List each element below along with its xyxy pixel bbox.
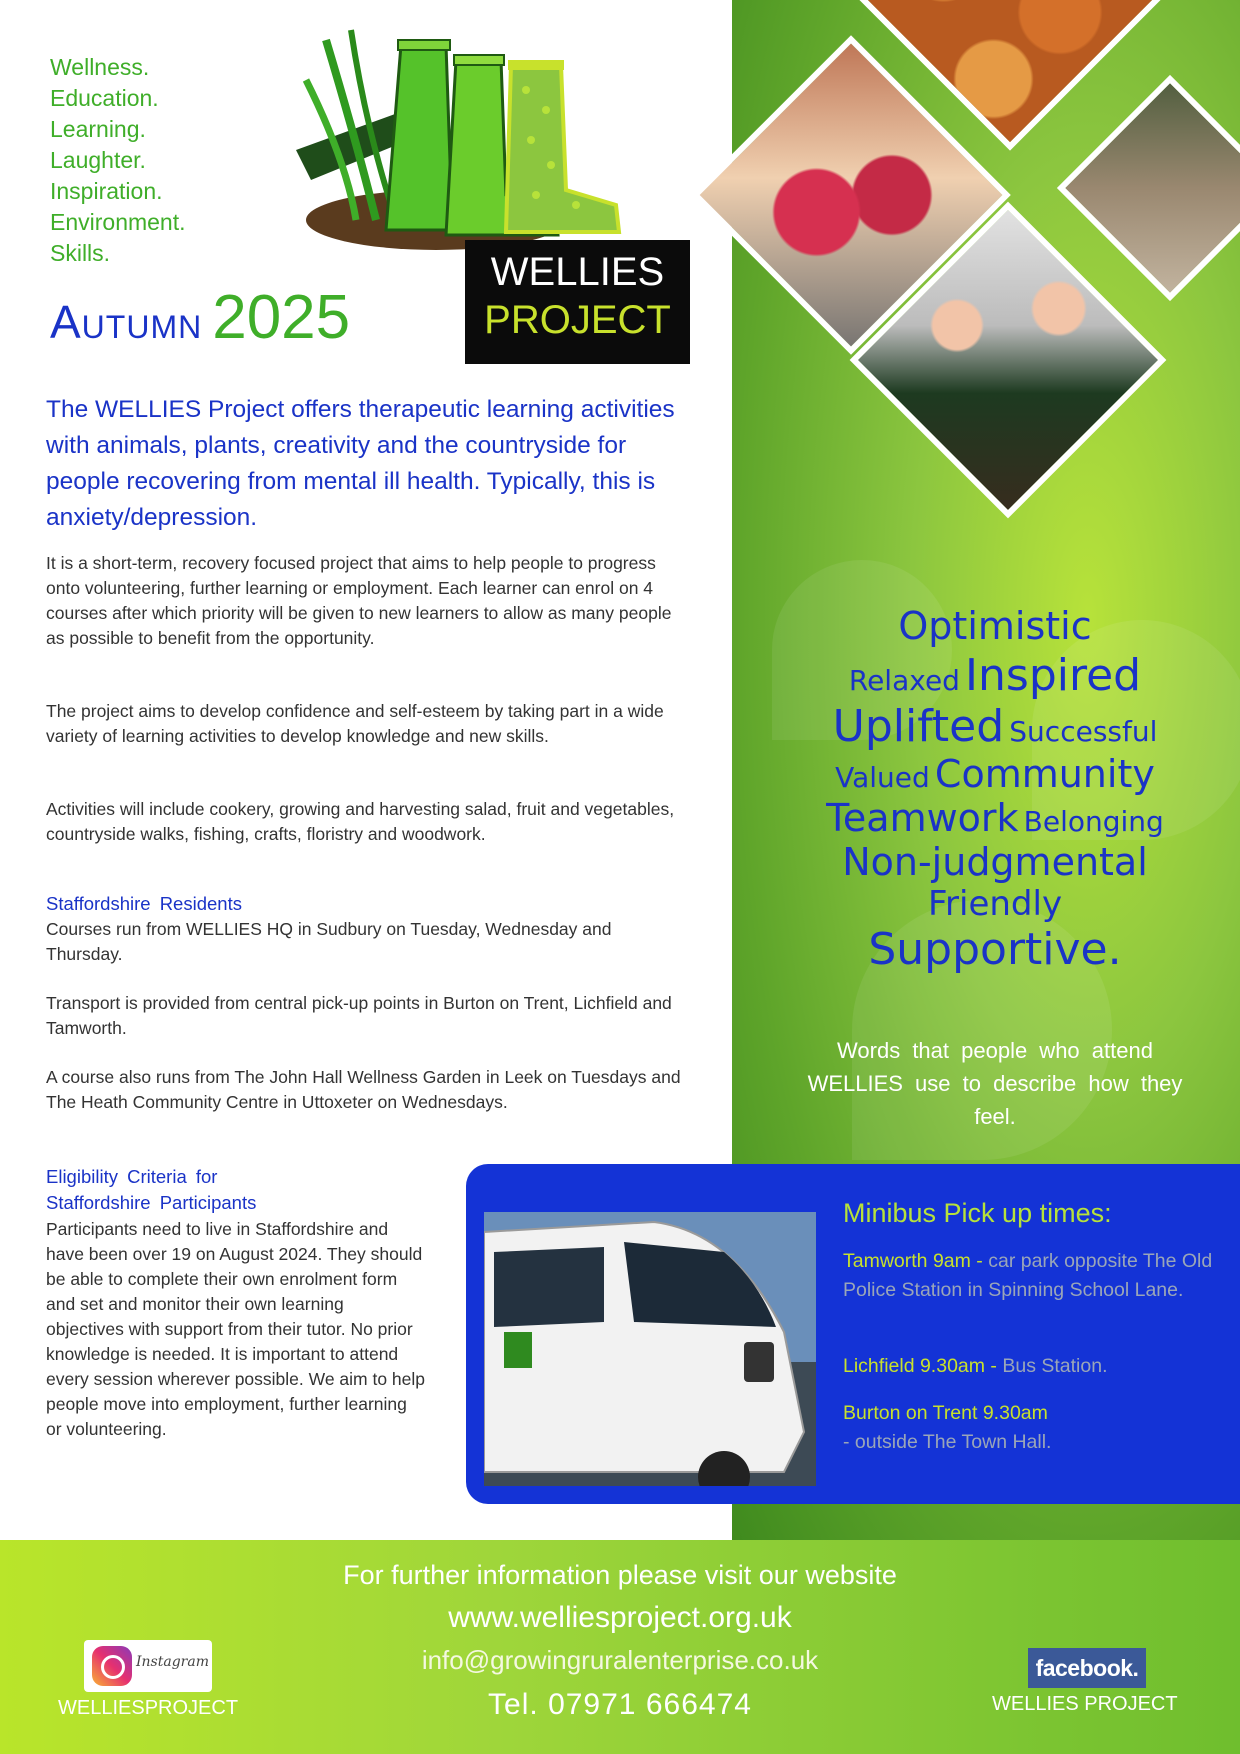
instagram-wordmark: Instagram xyxy=(136,1654,209,1670)
stop-detail: - outside The Town Hall. xyxy=(843,1431,1052,1453)
facebook-logo[interactable]: facebook. xyxy=(1028,1648,1146,1688)
word-successful: Successful xyxy=(1009,715,1158,748)
minibus-photo xyxy=(484,1212,816,1486)
stop-place: Lichfield 9.30am - xyxy=(843,1355,997,1377)
word-non-judgmental: Non-judgmental xyxy=(842,840,1148,884)
footer-info: For further information please visit our website xyxy=(343,1560,897,1590)
eligibility-text: Participants need to live in Staffordshire and have been over 19 on August 2024. They should be able to complete their own enrolment form and set and monitor their own learning objectives with support from their tutor. No prior knowledge is needed. It is important to attend every session wherever possible. We aim to help people move into employment, further learning or volunteering. xyxy=(46,1219,426,1439)
logo-line-2: PROJECT xyxy=(484,298,671,342)
staffordshire-courses-text: Courses run from WELLIES HQ in Sudbury on Tuesday, Wednesday and Thursday. xyxy=(46,919,612,964)
tagline: Skills. xyxy=(50,240,111,266)
tagline: Laughter. xyxy=(50,147,146,173)
paragraph-activities: Activities will include cookery, growing and harvesting salad, fruit and vegetables, countryside walks, fishing, crafts, floristry and woodwork. xyxy=(46,799,675,844)
stop-detail: car park opposite The Old Police Station in Spinning School Lane. xyxy=(843,1250,1213,1301)
instagram-icon xyxy=(92,1646,132,1686)
paragraph-confidence: The project aims to develop confidence and self-esteem by taking part in a wide variety of learning activities to develop knowledge and new skills. xyxy=(46,701,664,746)
word-community: Community xyxy=(934,752,1155,796)
wellington-boots-illustration xyxy=(286,20,686,260)
footer-email-link[interactable]: info@growingruralenterprise.co.uk xyxy=(421,1645,819,1675)
stop-burton xyxy=(843,1399,1215,1457)
word-teamwork: Teamwork xyxy=(826,796,1019,840)
word-valued: Valued xyxy=(835,761,930,794)
minibus-illustration xyxy=(484,1212,816,1486)
season-year: 2025 xyxy=(212,283,351,352)
staffordshire-transport-text: Transport is provided from central pick-up points in Burton on Trent, Lichfield and Tamworth. xyxy=(46,993,672,1038)
tagline: Environment. xyxy=(50,209,186,235)
word-relaxed: Relaxed xyxy=(848,664,960,697)
staffordshire-residents-heading: Staffordshire Residents xyxy=(46,893,242,914)
minibus-title: Minibus Pick up times: xyxy=(843,1198,1112,1228)
word-inspired: Inspired xyxy=(965,650,1142,701)
instagram-handle: WELLIESPROJECT xyxy=(58,1697,239,1719)
season-heading xyxy=(50,282,350,353)
feelings-word-cloud xyxy=(762,604,1228,975)
stop-detail: Bus Station. xyxy=(1002,1355,1108,1377)
stop-lichfield xyxy=(843,1352,1215,1381)
instagram-logo[interactable] xyxy=(84,1640,212,1692)
stop-place: Burton on Trent 9.30am xyxy=(843,1402,1048,1424)
tagline: Wellness. xyxy=(50,54,150,80)
stop-tamworth xyxy=(843,1247,1215,1305)
staffordshire-leek-text: A course also runs from The John Hall Wellness Garden in Leek on Tuesdays and The Heath Community Centre in Uttoxeter on Wednesdays. xyxy=(46,1067,681,1112)
word-supportive: Supportive. xyxy=(868,924,1122,975)
tagline-list xyxy=(50,52,186,269)
paragraph-short-term: It is a short-term, recovery focused project that aims to help people to progress onto volunteering, further learning or employment. Each learner can enrol on 4 courses after which priority will be given to new learners to allow as many people as possible to benefit from the opportunity. xyxy=(46,553,672,648)
word-friendly: Friendly xyxy=(927,884,1063,924)
word-belonging: Belonging xyxy=(1023,805,1164,838)
words-caption: Words that people who attend WELLIES use to describe how they feel. xyxy=(807,1038,1183,1129)
footer-website-link[interactable]: www.welliesproject.org.uk xyxy=(448,1601,792,1634)
season-word: Autumn xyxy=(50,296,203,348)
intro-statement: The WELLIES Project offers therapeutic learning activities with animals, plants, creativity and the countryside for people recovering from mental ill health. Typically, this is anxiety/depression. xyxy=(46,396,675,531)
logo-line-1: WELLIES xyxy=(490,250,665,294)
tagline: Education. xyxy=(50,85,159,111)
tagline: Learning. xyxy=(50,116,146,142)
word-optimistic: Optimistic xyxy=(898,604,1092,648)
facebook-handle: WELLIES PROJECT xyxy=(992,1693,1178,1715)
eligibility-heading-line-1: Eligibility Criteria for xyxy=(46,1166,218,1187)
stop-place: Tamworth 9am - xyxy=(843,1250,983,1272)
wellies-project-logo xyxy=(465,240,690,364)
word-uplifted: Uplifted xyxy=(832,701,1005,752)
tagline: Inspiration. xyxy=(50,178,163,204)
eligibility-heading-line-2: Staffordshire Participants xyxy=(46,1192,257,1213)
footer-telephone: Tel. 07971 666474 xyxy=(488,1688,752,1721)
